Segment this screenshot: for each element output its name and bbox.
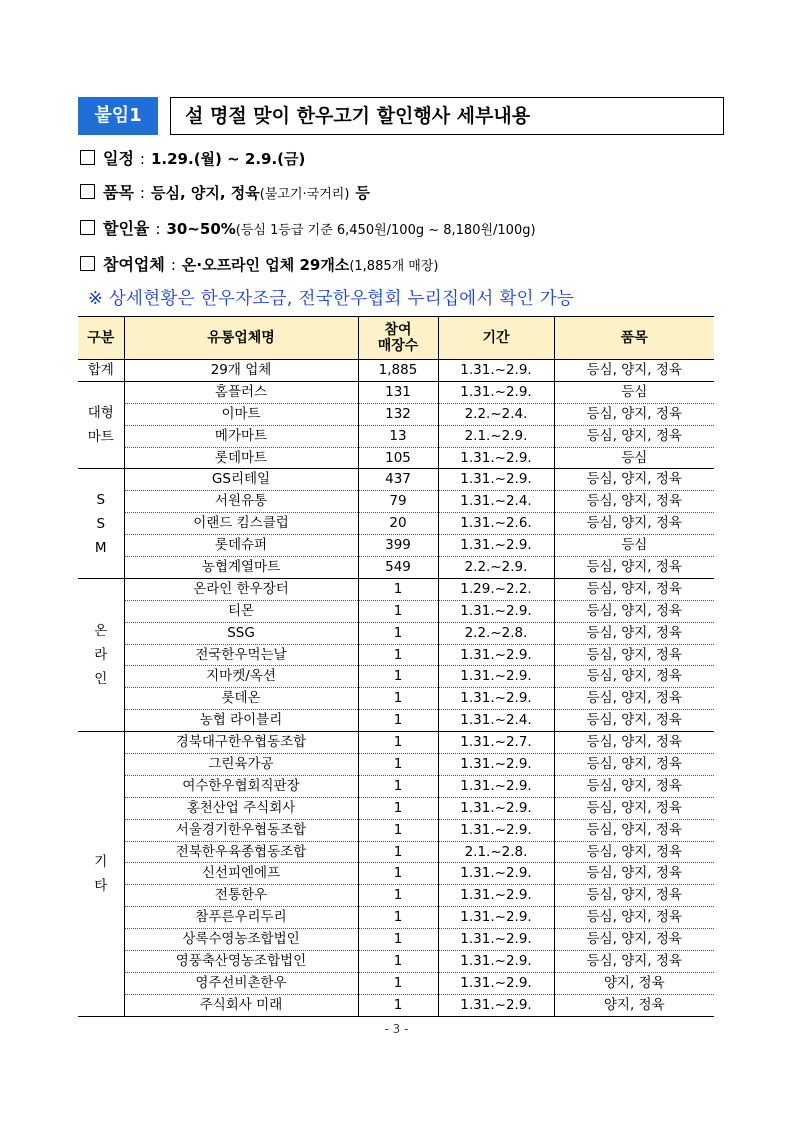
cell-period: 1.31.~2.9. — [438, 885, 554, 907]
cell-company: 주식회사 미래 — [124, 994, 358, 1016]
table-row — [78, 710, 714, 732]
table-row — [78, 929, 714, 951]
cell-stores: 1 — [358, 907, 438, 929]
cell-stores: 1 — [358, 863, 438, 885]
cell-stores: 105 — [358, 447, 438, 469]
cell-period: 2.1.~2.8. — [438, 841, 554, 863]
cell-products: 등심, 양지, 정육 — [554, 907, 714, 929]
cell-period: 2.2.~2.9. — [438, 557, 554, 579]
table-row — [78, 469, 714, 491]
cell-stores: 1 — [358, 797, 438, 819]
cell-products: 등심, 양지, 정육 — [554, 885, 714, 907]
cell-stores: 13 — [358, 425, 438, 447]
table-row — [78, 994, 714, 1016]
table-row — [78, 688, 714, 710]
checkbox-square-icon — [80, 220, 95, 235]
cell-company: 롯데마트 — [124, 447, 358, 469]
cell-products: 등심, 양지, 정육 — [554, 622, 714, 644]
table-row — [78, 797, 714, 819]
cell-period: 1.31.~2.9. — [438, 929, 554, 951]
cell-products: 등심 — [554, 535, 714, 557]
cell-stores: 1 — [358, 754, 438, 776]
cell-period: 1.31.~2.9. — [438, 666, 554, 688]
cell-stores: 20 — [358, 513, 438, 535]
cell-products: 등심, 양지, 정육 — [554, 578, 714, 600]
cell-products: 등심, 양지, 정육 — [554, 513, 714, 535]
cell-products: 양지, 정육 — [554, 972, 714, 994]
cell-period: 1.31.~2.9. — [438, 535, 554, 557]
cell-products: 등심, 양지, 정육 — [554, 425, 714, 447]
table-row — [78, 381, 714, 403]
cell-stores: 1 — [358, 666, 438, 688]
cell-products: 등심, 양지, 정육 — [554, 491, 714, 513]
cell-company: 전국한우먹는날 — [124, 644, 358, 666]
table-row — [78, 425, 714, 447]
cell-company: 경북대구한우협동조합 — [124, 732, 358, 754]
cell-stores: 1 — [358, 972, 438, 994]
total-category: 합계 — [78, 360, 124, 382]
cell-period: 1.31.~2.7. — [438, 732, 554, 754]
cell-period: 1.31.~2.4. — [438, 710, 554, 732]
cell-company: 여수한우협회직판장 — [124, 775, 358, 797]
cell-period: 1.31.~2.9. — [438, 754, 554, 776]
cell-products: 등심, 양지, 정육 — [554, 666, 714, 688]
cell-products: 등심, 양지, 정육 — [554, 403, 714, 425]
cell-company: 신선피엔에프 — [124, 863, 358, 885]
cell-period: 2.2.~2.8. — [438, 622, 554, 644]
attachment-badge: 붙임1 — [78, 97, 158, 135]
table-row — [78, 666, 714, 688]
cell-products: 등심, 양지, 정육 — [554, 863, 714, 885]
cell-company: 참푸른우리두리 — [124, 907, 358, 929]
cell-company: 농협계열마트 — [124, 557, 358, 579]
cell-stores: 1 — [358, 710, 438, 732]
cell-period: 1.31.~2.9. — [438, 600, 554, 622]
cell-period: 1.31.~2.6. — [438, 513, 554, 535]
info-schedule: 일정 : 1.29.(월) ~ 2.9.(금) — [80, 148, 305, 170]
table-row — [78, 447, 714, 469]
cell-stores: 1 — [358, 951, 438, 973]
cell-products: 등심, 양지, 정육 — [554, 754, 714, 776]
header-period: 기간 — [438, 317, 554, 360]
header-category: 구분 — [78, 317, 124, 360]
cell-period: 1.31.~2.9. — [438, 972, 554, 994]
cell-company: 이랜드 킴스클럽 — [124, 513, 358, 535]
cell-products: 등심, 양지, 정육 — [554, 688, 714, 710]
cell-products: 등심, 양지, 정육 — [554, 797, 714, 819]
table-row — [78, 951, 714, 973]
cell-period: 1.31.~2.9. — [438, 688, 554, 710]
cell-period: 1.31.~2.9. — [438, 644, 554, 666]
cell-period: 1.31.~2.9. — [438, 994, 554, 1016]
cell-stores: 437 — [358, 469, 438, 491]
cell-period: 1.31.~2.9. — [438, 469, 554, 491]
total-period: 1.31.~2.9. — [438, 360, 554, 382]
checkbox-square-icon — [80, 184, 95, 199]
cell-products: 등심, 양지, 정육 — [554, 710, 714, 732]
cell-products: 등심, 양지, 정육 — [554, 819, 714, 841]
cell-period: 1.31.~2.9. — [438, 951, 554, 973]
cell-stores: 549 — [358, 557, 438, 579]
cell-products: 등심, 양지, 정육 — [554, 557, 714, 579]
cell-company: 상록수영농조합법인 — [124, 929, 358, 951]
cell-company: 홍천산업 주식회사 — [124, 797, 358, 819]
cell-period: 1.31.~2.4. — [438, 491, 554, 513]
info-discount: 할인율 : 30~50%(등심 1등급 기준 6,450원/100g ~ 8,180원/100g) — [80, 218, 536, 240]
cell-company: 그린육가공 — [124, 754, 358, 776]
table-row — [78, 907, 714, 929]
table-row — [78, 885, 714, 907]
cell-stores: 1 — [358, 929, 438, 951]
cell-period: 1.31.~2.9. — [438, 447, 554, 469]
cell-stores: 1 — [358, 819, 438, 841]
group-label: 대형 마트 — [78, 381, 124, 469]
cell-stores: 1 — [358, 732, 438, 754]
cell-company: 전통한우 — [124, 885, 358, 907]
cell-stores: 399 — [358, 535, 438, 557]
total-company: 29개 업체 — [124, 360, 358, 382]
cell-period: 1.31.~2.9. — [438, 819, 554, 841]
total-stores: 1,885 — [358, 360, 438, 382]
cell-company: 이마트 — [124, 403, 358, 425]
group-label: 온 라 인 — [78, 578, 124, 731]
cell-period: 1.29.~2.2. — [438, 578, 554, 600]
cell-products: 등심, 양지, 정육 — [554, 929, 714, 951]
info-items: 품목 : 등심, 양지, 정육(불고기·국거리) 등 — [80, 182, 370, 204]
cell-period: 2.1.~2.9. — [438, 425, 554, 447]
cell-company: GS리테일 — [124, 469, 358, 491]
table-row — [78, 754, 714, 776]
cell-company: 서울경기한우협동조합 — [124, 819, 358, 841]
table-row — [78, 557, 714, 579]
cell-period: 1.31.~2.9. — [438, 797, 554, 819]
cell-stores: 1 — [358, 644, 438, 666]
table-row — [78, 775, 714, 797]
cell-stores: 1 — [358, 775, 438, 797]
cell-company: SSG — [124, 622, 358, 644]
cell-company: 영풍축산영농조합법인 — [124, 951, 358, 973]
cell-period: 1.31.~2.9. — [438, 775, 554, 797]
table-row — [78, 513, 714, 535]
cell-period: 2.2.~2.4. — [438, 403, 554, 425]
cell-products: 등심, 양지, 정육 — [554, 600, 714, 622]
cell-company: 지마켓/옥션 — [124, 666, 358, 688]
cell-products: 양지, 정육 — [554, 994, 714, 1016]
cell-stores: 1 — [358, 600, 438, 622]
cell-company: 전북한우육종협동조합 — [124, 841, 358, 863]
table-row — [78, 491, 714, 513]
table-row — [78, 622, 714, 644]
cell-company: 온라인 한우장터 — [124, 578, 358, 600]
cell-stores: 131 — [358, 381, 438, 403]
cell-products: 등심 — [554, 381, 714, 403]
checkbox-square-icon — [80, 150, 95, 165]
cell-stores: 1 — [358, 688, 438, 710]
table-header-row — [78, 317, 714, 360]
page-number: - 3 - — [384, 1022, 409, 1036]
cell-company: 영주선비촌한우 — [124, 972, 358, 994]
cell-stores: 79 — [358, 491, 438, 513]
table-row — [78, 863, 714, 885]
table-row — [78, 403, 714, 425]
info-vendors: 참여업체 : 온·오프라인 업체 29개소(1,885개 매장) — [80, 254, 439, 276]
group-label: S S M — [78, 469, 124, 578]
cell-stores: 1 — [358, 994, 438, 1016]
cell-company: 홈플러스 — [124, 381, 358, 403]
cell-stores: 1 — [358, 578, 438, 600]
cell-stores: 1 — [358, 622, 438, 644]
header-company: 유통업체명 — [124, 317, 358, 360]
cell-company: 메가마트 — [124, 425, 358, 447]
cell-products: 등심, 양지, 정육 — [554, 732, 714, 754]
table-row — [78, 972, 714, 994]
cell-products: 등심, 양지, 정육 — [554, 469, 714, 491]
table-row — [78, 600, 714, 622]
table-row — [78, 578, 714, 600]
cell-company: 농협 라이블리 — [124, 710, 358, 732]
table-row — [78, 644, 714, 666]
total-row — [78, 360, 714, 382]
table-row — [78, 732, 714, 754]
cell-company: 티몬 — [124, 600, 358, 622]
cell-stores: 1 — [358, 885, 438, 907]
cell-stores: 132 — [358, 403, 438, 425]
cell-company: 롯데슈퍼 — [124, 535, 358, 557]
table-row — [78, 841, 714, 863]
cell-products: 등심 — [554, 447, 714, 469]
cell-company: 서원유통 — [124, 491, 358, 513]
cell-period: 1.31.~2.9. — [438, 863, 554, 885]
total-products: 등심, 양지, 정육 — [554, 360, 714, 382]
group-label: 기 타 — [78, 732, 124, 1017]
cell-products: 등심, 양지, 정육 — [554, 841, 714, 863]
cell-products: 등심, 양지, 정육 — [554, 644, 714, 666]
cell-stores: 1 — [358, 841, 438, 863]
cell-period: 1.31.~2.9. — [438, 907, 554, 929]
header-products: 품목 — [554, 317, 714, 360]
table-row — [78, 819, 714, 841]
discount-table — [78, 316, 714, 1017]
cell-products: 등심, 양지, 정육 — [554, 775, 714, 797]
table-row — [78, 535, 714, 557]
cell-company: 롯데온 — [124, 688, 358, 710]
checkbox-square-icon — [80, 256, 95, 271]
header-stores: 참여 매장수 — [358, 317, 438, 360]
reference-note: ※ 상세현황은 한우자조금, 전국한우협회 누리집에서 확인 가능 — [88, 289, 575, 309]
cell-products: 등심, 양지, 정육 — [554, 951, 714, 973]
cell-period: 1.31.~2.9. — [438, 381, 554, 403]
page-title: 설 명절 맞이 한우고기 할인행사 세부내용 — [170, 97, 724, 135]
